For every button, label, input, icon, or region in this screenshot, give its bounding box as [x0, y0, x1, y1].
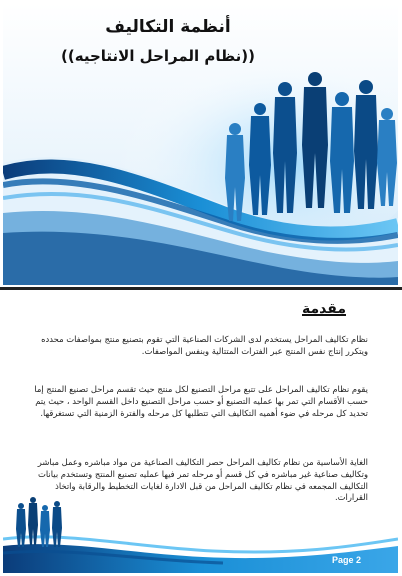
page-number: Page 2 [331, 555, 361, 565]
title-slide [3, 3, 398, 285]
intro-paragraph-2: يقوم نظام تكاليف المراحل على تتبع مراحل التصنيع لكل منتج حيث تقسم مراحل تصنيع المنتج إما حسب الأقسام التي تمر بها عمليه التصنيع أو حسب مراحل التصنيع داخل القسم الواحد ، حيث يتم تحديد كل مرحله في ضوء أهميه التكاليف التي تتطلبها كل مرحله والفترة الزمنية التي تستغرقها. [34, 384, 368, 418]
presentation-subtitle: ((نظام المراحل الانتاجيه)) [61, 47, 255, 65]
intro-paragraph-3: الغاية الأساسية من نظام تكاليف المراحل حصر التكاليف الصناعية من مواد مباشره وعمل مباشر وتكاليف صناعية غير مباشره في كل قسم أو مرحله تمر فيها عمليه تصنيع المنتج وتستخدم بيانات التكاليف المجمعه في نظام تكاليف المراحل من قبل الادارة لغايات التخطيط والرقابة واتخاذ القرارات. [37, 457, 368, 503]
section-heading: مقدمة [302, 301, 346, 317]
blue-wave-business-people-graphic [3, 3, 398, 285]
presentation-title: أنظمة التكاليف [105, 17, 231, 37]
intro-slide [3, 291, 398, 573]
intro-paragraph-1: نظام تكاليف المراحل يستخدم لدى الشركات الصناعية التي تقوم بتصنيع منتج بمواصفات محدده ويتكرر إنتاج نفس المنتج عبر الفترات المتتالية وبنفس المواصفات. [41, 334, 368, 356]
slide-divider [0, 287, 402, 290]
